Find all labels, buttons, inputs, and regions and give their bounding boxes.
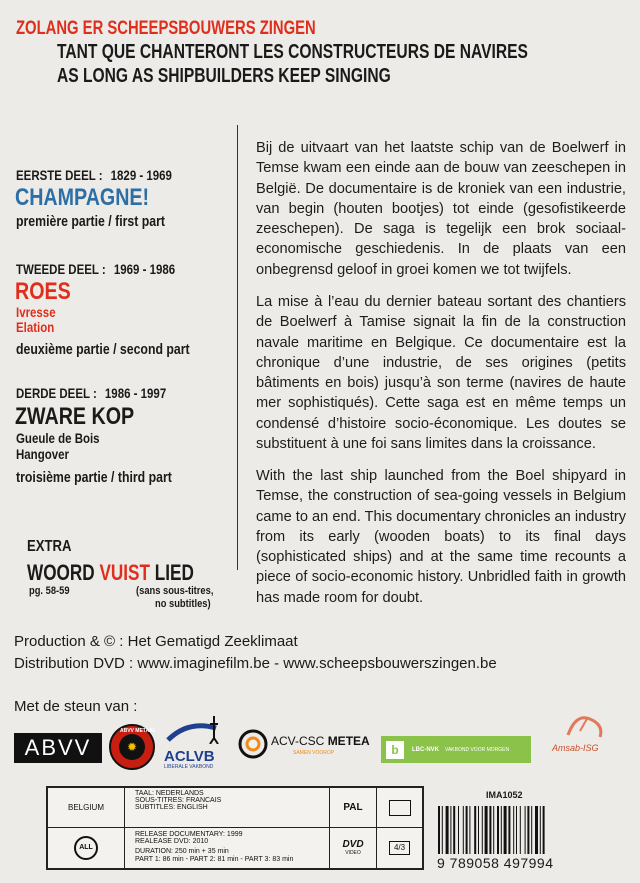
dvd-logo: DVD [342,839,364,850]
language-french: SOUS-TITRES: FRANCAIS [135,797,222,804]
part3-title-en: Hangover [16,446,69,462]
language-cell [124,787,330,828]
part2-label-text: TWEEDE DEEL : [16,261,106,277]
production-credit: Production & © : Het Gematigd Zeeklimaat [14,633,298,650]
aspect-cell [376,827,423,869]
part2-subtitle: deuxième partie / second part [16,341,190,358]
dvd-video-text: VIDEO [345,850,361,856]
lbc-b-icon: b [386,741,404,759]
part3-title: ZWARE KOP [15,403,135,430]
country-cell [47,787,125,828]
release-cell [124,827,330,869]
barcode-icon [437,806,580,856]
lbc-text: LBC-NVK [412,746,439,753]
region-cell [376,787,423,828]
extra-label: EXTRA [27,538,72,555]
catalog-number: IMA1052 [486,790,523,800]
abvv-logo-text: ABVV [24,735,92,760]
aclvb-swoosh-icon [164,714,230,744]
amsab-logo [548,711,624,771]
language-dutch: TAAL: NEDERLANDS [135,790,204,797]
release-documentary: RELEASE DOCUMENTARY: 1999 [135,831,243,838]
barcode-number: 9 789058 497994 [437,855,554,871]
part1-label [16,167,172,183]
pal-cell [329,787,377,828]
part2-title-en: Elation [16,319,55,335]
acv-circle-icon [237,727,269,761]
part2-label [16,261,175,277]
pal-badge: PAL [343,801,363,813]
extra-word1: WOORD [27,560,95,585]
duration-total: DURATION: 250 min + 35 min [135,848,229,855]
lbc-nvk-logo [381,736,531,763]
extra-pages: pg. 58-59 [29,585,70,597]
acv-metea: METEA [327,734,370,748]
release-dvd: REALEASE DVD: 2010 [135,838,209,845]
acv-text [271,734,370,748]
title-french: TANT QUE CHANTERONT LES CONSTRUCTEURS DE NAVIRES [57,41,528,63]
technical-info-box [46,786,424,870]
part3-label-text: DERDE DEEL : [16,385,97,401]
part3-subtitle: troisième partie / third part [16,469,172,486]
part2-title: ROES [15,278,71,305]
description-dutch: Bij de uitvaart van het laatste schip van de Boelwerf in Temse kwam een einde aan de bouw van zeeschepen in België. De documentaire is de kroniek van een industrie, van begin (houten bootjes) tot einde (gesofistikeerde zeeschepen). De saga is tegelijk een brok sociaal-economische geschiedenis. In de plaats van een onbegrensd geloof in groei komen we tot twijfels. [256,140,626,278]
part2-years: 1969 - 1986 [113,261,176,277]
aclvb-logo [164,714,230,768]
title-dutch: ZOLANG ER SCHEEPSBOUWERS ZINGEN [16,18,316,39]
part1-label-text: EERSTE DEEL : [16,167,103,183]
description-french: La mise à l’eau du dernier bateau sortant des chantiers de Boelwerf à Tamise signait la fin de la construction navale maritime en Belgique. Ce documentaire est la chronique d’une industrie, de ses origines (petits bâtiments en bois) jusqu’à son terme (navires de haute mer sophistiqués). Cette saga est en même temps un condensé d’histoire socio-économique. Les doutes se substituent à une foi sans limites dans la croissance. [256,294,626,453]
language-english: SUBTITLES: ENGLISH [135,804,208,811]
distribution-credit: Distribution DVD : www.imaginefilm.be - www.scheepsbouwerszingen.be [14,655,497,672]
amsab-figure-icon [560,711,610,741]
extra-note1: (sans sous-titres, [136,585,214,597]
aclvb-subtext: LIBERALE VAKBOND [164,764,214,770]
part3-years: 1986 - 1997 [104,385,167,401]
extra-word2: VUIST [99,560,150,585]
rating-cell [47,827,125,869]
part3-title-fr: Gueule de Bois [16,430,100,446]
abvv-metaal-logo [109,724,155,770]
part3-label [16,385,166,401]
aclvb-text: ACLVB [164,748,215,765]
part1-title: CHAMPAGNE! [15,184,150,211]
dvd-video-cell [329,827,377,869]
country: BELGIUM [67,802,104,812]
acv-name: ACV-CSC [271,734,325,748]
extra-word3: LIED [154,560,194,585]
rating-all-text: ALL [79,844,93,851]
abvv-metaal-text: ABVV METAAL [120,728,156,734]
duration-parts: PART 1: 86 min - PART 2: 81 min - PART 3: 83 min [135,856,294,863]
part1-subtitle: première partie / first part [16,213,166,230]
support-label: Met de steun van : [14,698,138,715]
title-english: AS LONG AS SHIPBUILDERS KEEP SINGING [57,65,391,87]
extra-note2: no subtitles) [155,598,211,610]
extra-title [27,560,194,586]
part2-title-fr: Ivresse [16,304,56,320]
lbc-subtext: VAKBOND VOOR MORGEN [445,746,510,753]
region-code-icon [389,800,411,816]
aspect-ratio: 4/3 [389,841,410,855]
amsab-text: Amsab-ISG [552,743,599,753]
part1-years: 1829 - 1969 [110,167,172,183]
column-divider [237,125,238,570]
gear-icon: ✹ [119,734,145,760]
description-english: With the last ship launched from the Boel shipyard in Temse, the construction of sea-going vessels in Belgium came to an end. This documentary chronicles an industry from its early (wooden boats) to its final days (sophisticated ships) and at the same time recounts a piece of socio-economic history. Unbridled faith in growth has made room for doubt. [256,468,626,606]
abvv-logo [14,733,102,763]
rating-all-icon [74,836,98,860]
acv-metea-logo [237,727,370,763]
acv-subtext: SAMEN VOOROP [293,750,335,756]
